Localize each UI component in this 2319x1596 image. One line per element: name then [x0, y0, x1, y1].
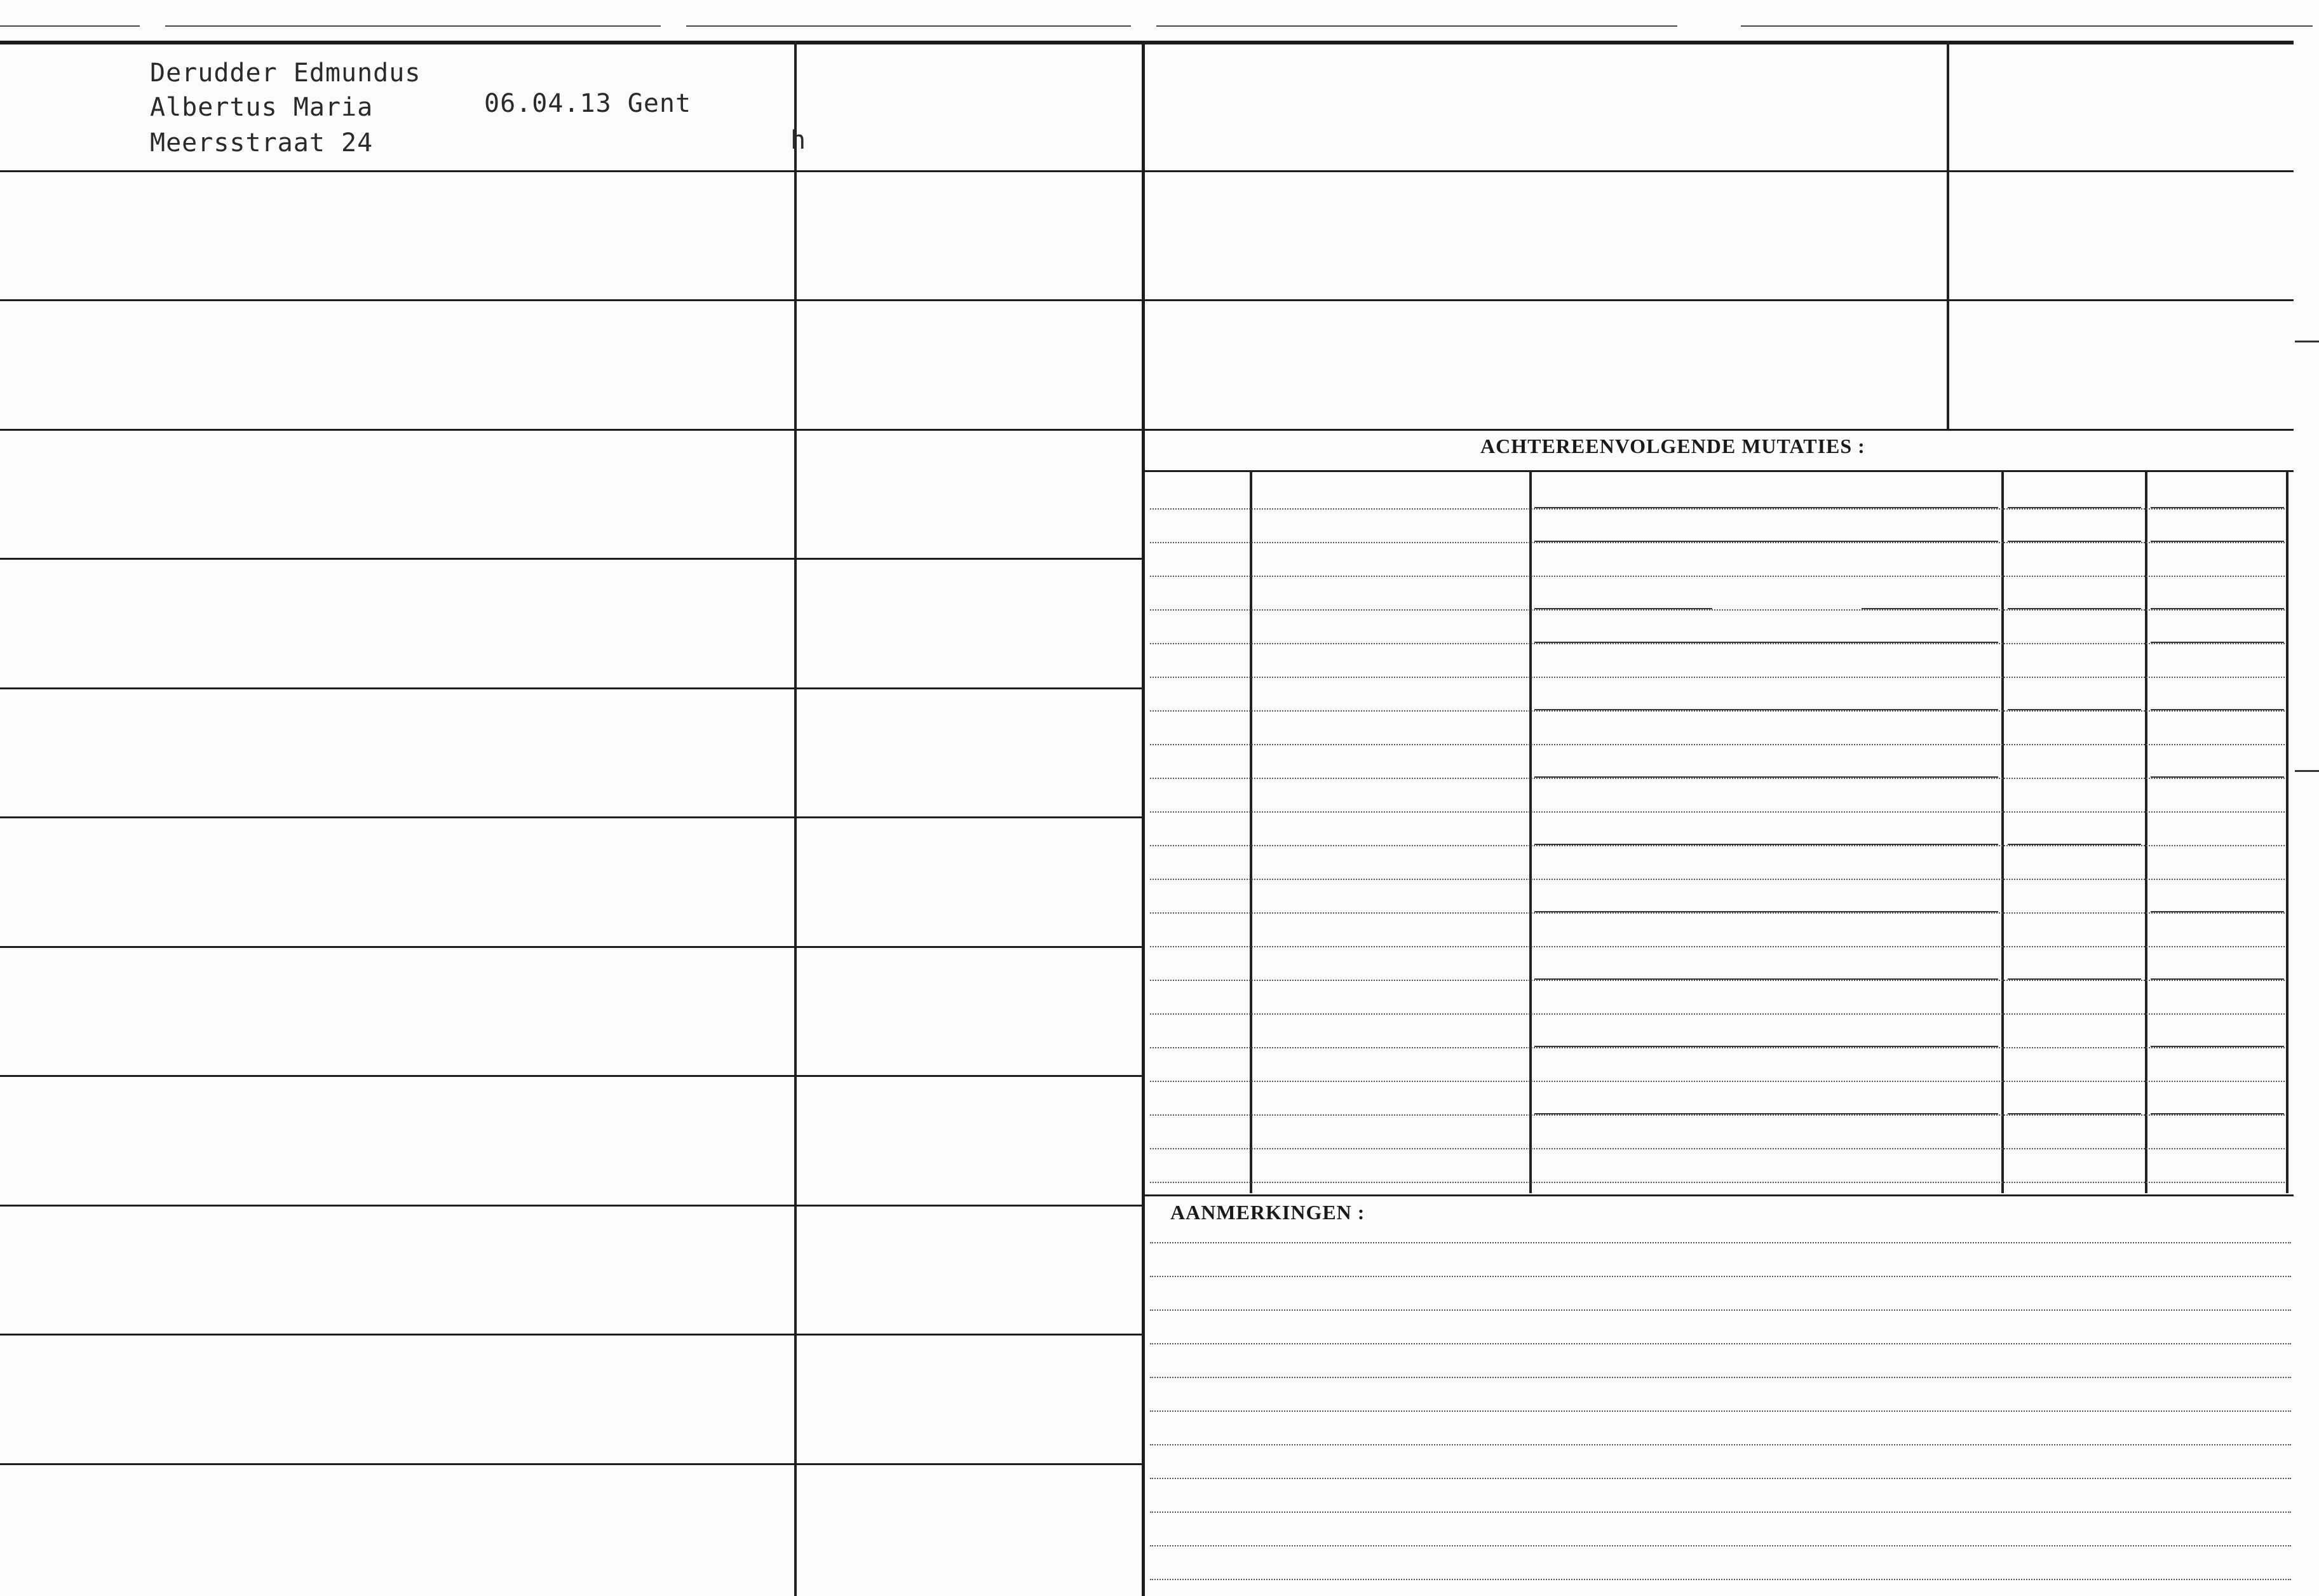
record-address: Meersstraat 24: [150, 128, 374, 158]
record-name-line2: Albertus Maria: [150, 93, 374, 122]
record-name-line1: Derudder Edmundus: [150, 58, 421, 88]
center-divider: [1142, 41, 1145, 1596]
top-rule: [0, 41, 2294, 44]
left-column-divider: [794, 41, 797, 1596]
remarks-top-rule: [1144, 1194, 2294, 1196]
remarks-heading: AANMERKINGEN :: [1170, 1201, 1365, 1224]
right-top-divider: [1947, 41, 1949, 429]
mutations-heading: ACHTEREENVOLGENDE MUTATIES :: [1480, 435, 1865, 457]
right-edge-tick: [2295, 341, 2319, 342]
record-birth-date-place: 06.04.13 Gent: [484, 89, 692, 118]
right-edge-tick: [2295, 770, 2319, 772]
record-margin-mark: h: [790, 126, 807, 155]
